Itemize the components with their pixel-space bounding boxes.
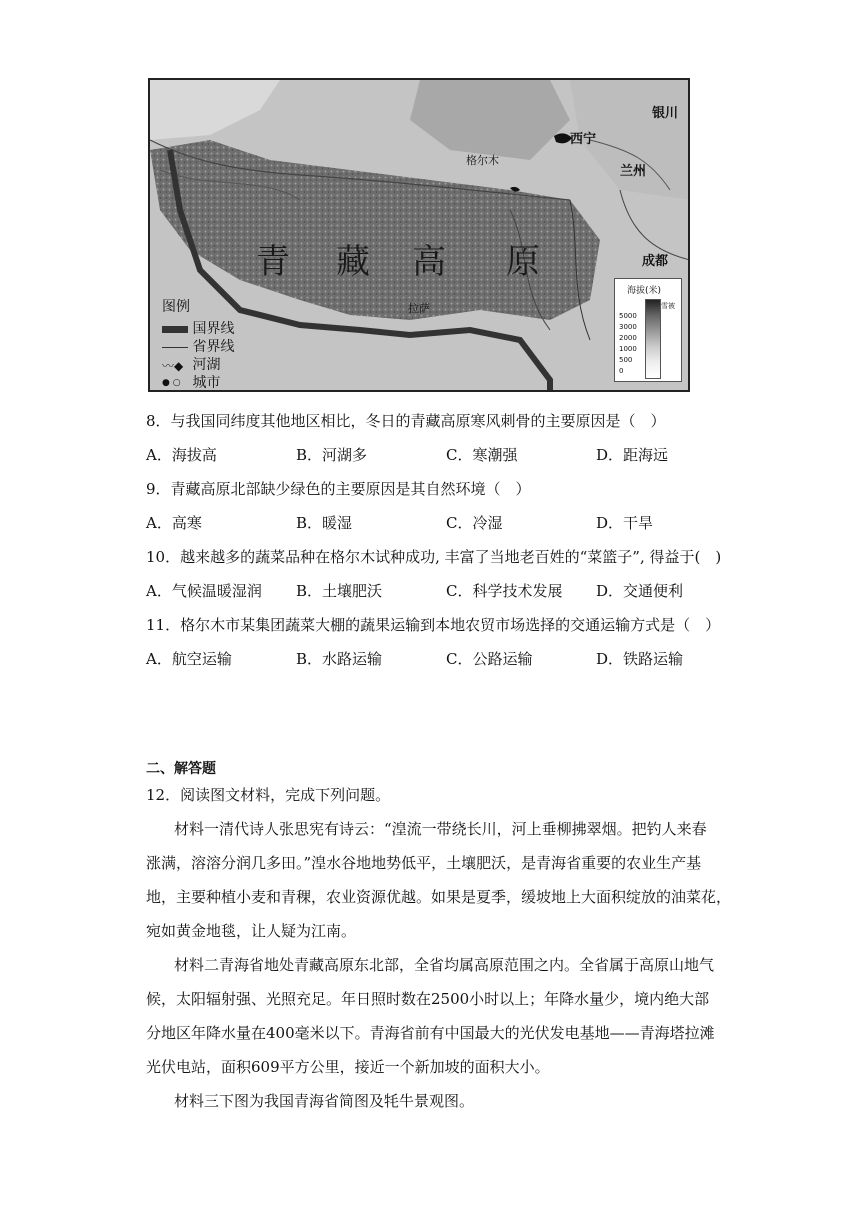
q10-option-b: B．土壤肥沃 [296,582,383,600]
elevation-ticks: 5000 3000 2000 1000 500 0 [619,312,637,375]
q9-option-c: C．冷湿 [446,514,503,532]
question-10-stem: 10．越来越多的蔬菜品种在格尔木试种成功, 丰富了当地老百姓的“菜篮子”, 得益于( ) [146,548,722,566]
elevation-color-bar [645,299,661,379]
map-label-zang: 藏 [336,242,370,282]
river-lake-icon: 〰◆ [162,358,184,373]
elevation-legend [614,278,682,382]
q10-option-d: D．交通便利 [596,582,684,600]
q8-option-a: A．海拔高 [146,446,217,464]
legend-rivers-lakes: 〰◆ 河湖 [162,357,221,373]
q9-option-b: B．暖湿 [296,514,353,532]
q9-option-a: A．高寒 [146,514,202,532]
q10-option-c: C．科学技术发展 [446,582,563,600]
q11-option-d: D．铁路运输 [596,650,684,668]
question-8-stem: 8．与我国同纬度其他地区相比，冬日的青藏高原寒风刺骨的主要原因是（ ） [146,412,666,430]
q8-option-d: D．距海远 [596,446,669,464]
map-label-yuan: 原 [506,242,540,282]
map-label-qing: 青 [256,242,290,282]
city-lasa: 拉萨 [408,302,430,315]
q9-option-d: D．干旱 [596,514,654,532]
line-swatch-icon [162,347,188,348]
elevation-snow-label: 雪被 [661,302,675,310]
q11-option-a: A．航空运输 [146,650,232,668]
material-1-line: 材料一清代诗人张思宪有诗云：“湟流一带绕长川，河上垂柳拂翠烟。把钓人来春 [174,820,707,838]
material-1-line: 宛如黄金地毯，让人疑为江南。 [146,922,357,940]
q10-option-a: A．气候温暖湿润 [146,582,262,600]
section-title: 二、解答题 [146,761,216,777]
legend-cities: ● ○ 城市 [162,375,221,391]
question-12-stem: 12．阅读图文材料，完成下列问题。 [146,786,391,804]
question-11-stem: 11．格尔木市某集团蔬菜大棚的蔬果运输到本地农贸市场选择的交通运输方式是（ ） [146,616,721,634]
material-2-line: 光伏电站，面积609平方公里，接近一个新加坡的面积大小。 [146,1058,550,1076]
legend-title: 图例 [162,299,190,315]
city-lanzhou: 兰州 [620,164,647,179]
q8-option-c: C．寒潮强 [446,446,518,464]
material-3: 材料三下图为我国青海省简图及牦牛景观图。 [174,1092,475,1110]
city-geermu: 格尔木 [466,154,499,167]
q8-option-b: B．河湖多 [296,446,368,464]
city-chengdu: 成都 [642,254,669,269]
tibetan-plateau-map [148,78,690,392]
city-yinchuan: 银川 [652,106,679,121]
border-swatch-icon [162,326,188,333]
q11-option-c: C．公路运输 [446,650,533,668]
material-2-line: 分地区年降水量在400毫米以下。青海省前有中国最大的光伏发电基地——青海塔拉滩 [146,1024,715,1042]
question-9-stem: 9．青藏高原北部缺少绿色的主要原因是其自然环境（ ） [146,480,531,498]
material-1-line: 涨满，溶溶分润几多田。”湟水谷地地势低平，土壤肥沃，是青海省重要的农业生产基 [146,854,702,872]
material-1-line: 地，主要种植小麦和青稞，农业资源优越。如果是夏季，缓坡地上大面积绽放的油菜花， [146,888,732,906]
q11-option-b: B．水路运输 [296,650,383,668]
map-label-gao: 高 [412,242,446,282]
legend-border-country: 国界线 [162,318,234,338]
city-dot-icon: ● ○ [162,378,181,388]
city-xining: 西宁 [570,132,597,147]
material-2-line: 材料二青海省地处青藏高原东北部，全省均属高原范围之内。全省属于高原山地气 [174,956,715,974]
material-2-line: 候，太阳辐射强、光照充足。年日照时数在2500小时以上；年降水量少，境内绝大部 [146,990,710,1008]
legend-border-province: 省界线 [162,336,234,356]
elevation-title: 海拔(米) [627,286,662,296]
